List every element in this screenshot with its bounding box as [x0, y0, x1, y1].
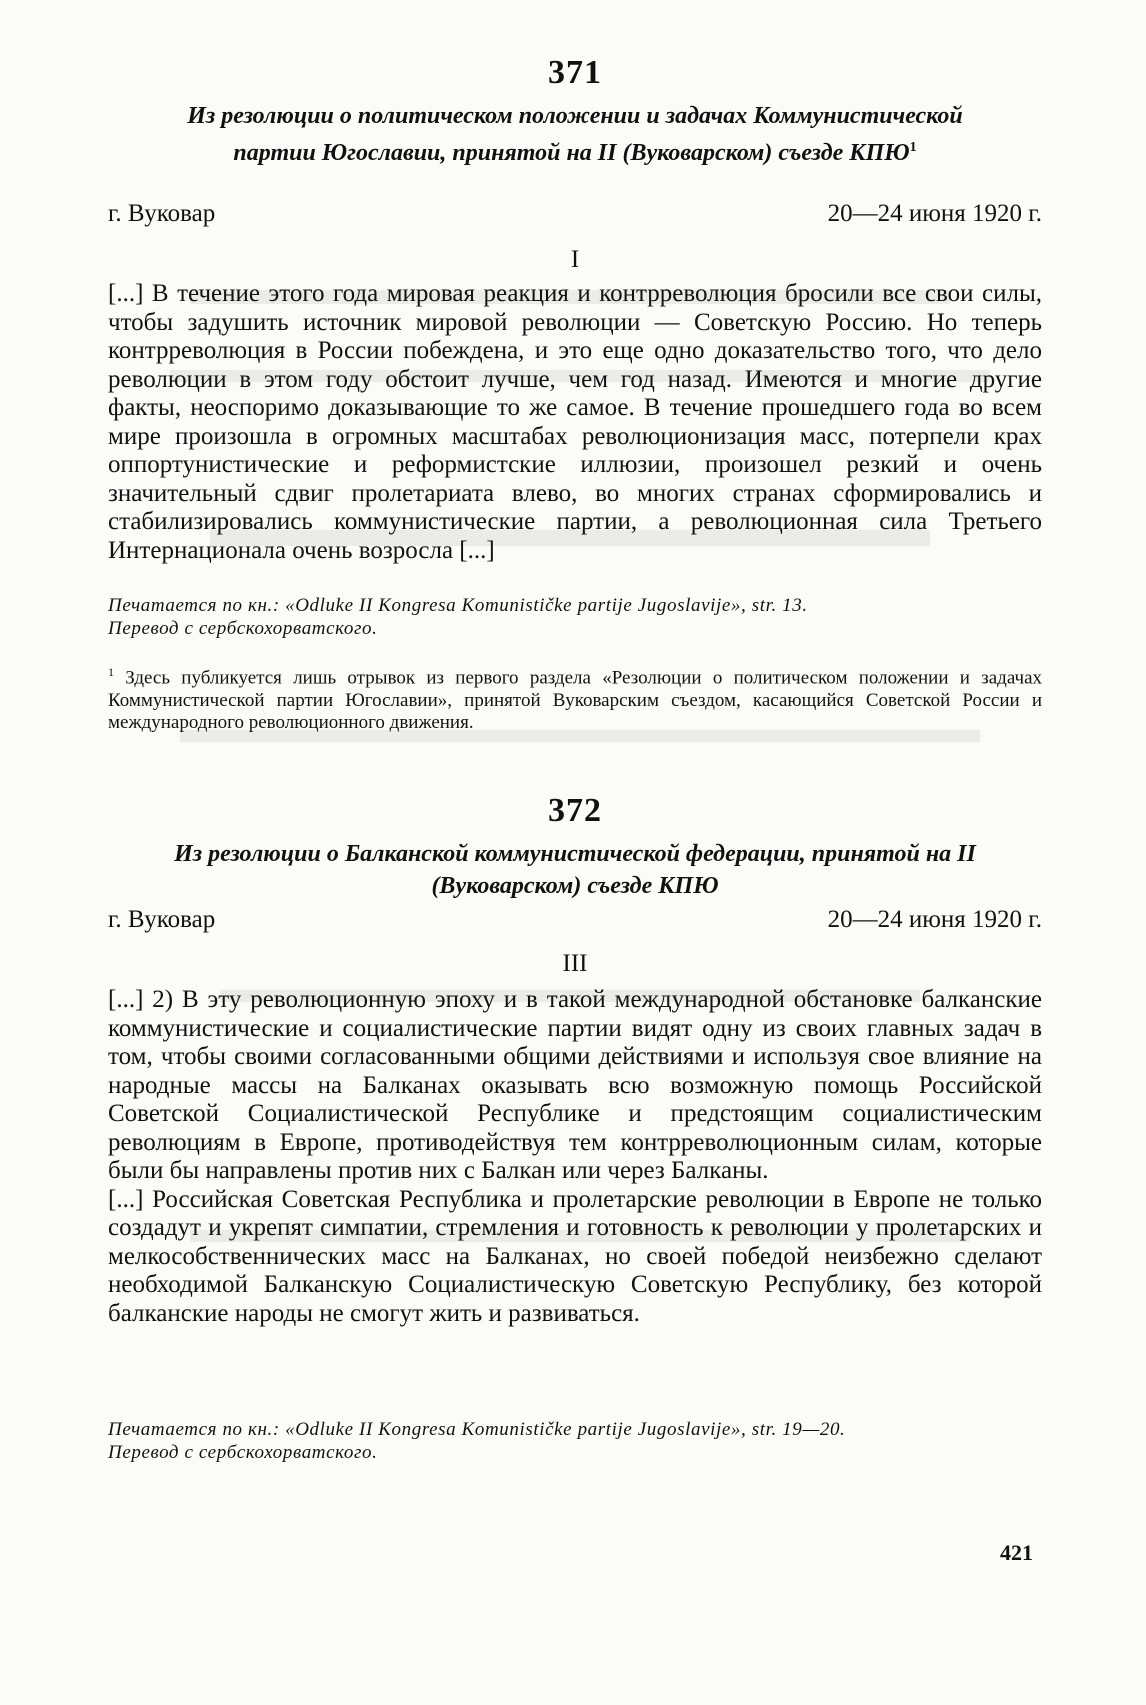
document-number: 372 [548, 792, 602, 829]
footnote-number: 1 [108, 665, 114, 679]
place-date-row [108, 906, 1042, 934]
document-number: 371 [548, 54, 602, 91]
source-translation: Перевод с сербскохорватского. [108, 618, 378, 639]
document-body [108, 280, 1042, 565]
document-body [108, 986, 1042, 1328]
document-place: г. Вуковар [108, 906, 216, 933]
document-372 [108, 792, 1042, 830]
page-number: 421 [1000, 1540, 1033, 1565]
source-note [108, 1418, 1042, 1464]
body-paragraph: [...] Российская Советская Республика и пролетарские революции в Европе не только создадут и укрепят симпатии, стремления и готовность к революции у пролетарских и мелкособственнических масс на Балканах, но своей победой неизбежно сделают необходимой Балканскую Социалистическую Советскую Республику, без которой балканские народы не смогут жить и развиваться. [108, 1185, 1042, 1327]
source-note [108, 594, 1042, 640]
section-heading [108, 950, 1042, 978]
place-date-row [108, 200, 1042, 228]
body-paragraph: [...] 2) В эту революционную эпоху и в такой международной обстановке балканские коммунистические и социалистические партии видят одну из своих главных задач в том, чтобы своими согласованными общими действиями и используя свое влияние на народные массы на Балканах оказывать всю возможную помощь Российской Советской Социалистической Республике и предстоящим социалистическим революциям в Европе, противодействуя тем контрреволюционным силам, которые были бы направлены против них с Балкан или через Балканы. [108, 986, 1042, 1184]
document-title [108, 100, 1042, 169]
section-number: I [570, 246, 580, 273]
document-title-block [108, 100, 1042, 169]
source-translation: Перевод с сербскохорватского. [108, 1442, 378, 1463]
document-title-text: Из резолюции о политическом положении и задачах Коммунистической партии Югославии, принятой на II (Вуковарском) съезде КПЮ [187, 103, 963, 166]
document-date: 20—24 июня 1920 г. [827, 200, 1042, 227]
footnote [108, 661, 1042, 735]
footnote-marker: 1 [909, 140, 917, 155]
body-paragraph: [...] В течение этого года мировая реакция и контрреволюция бросили все свои силы, чтобы задушить источник мировой революции — Советскую Россию. Но теперь контрреволюция в России побеждена, и это еще одно доказательство того, что дело революции в этом году обстоит лучше, чем год назад. Имеются и многие другие факты, неоспоримо доказывающие то же самое. В течение прошедшего года во всем мире произошла в огромных масштабах революционизация масс, потерпели крах оппортунистические и реформистские иллюзии, произошел резкий и очень значительный сдвиг пролетариата влево, во многих странах сформировались и стабилизировались коммунистические партии, а революционная сила Третьего Интернационала очень возросла [...] [108, 280, 1042, 564]
document-place: г. Вуковар [108, 200, 216, 227]
document-title: Из резолюции о Балканской коммунистической федерации, принятой на II (Вуковарском) съезде КПЮ [174, 841, 976, 899]
section-heading [108, 246, 1042, 274]
document-title-block [108, 838, 1042, 902]
document-date: 20—24 июня 1920 г. [827, 906, 1042, 933]
section-number: III [562, 950, 588, 977]
source-citation: Печатается по кн.: «Odluke II Kongresa Komunističke partije Jugoslavije», str. 19—20. [108, 1419, 846, 1440]
source-citation: Печатается по кн.: «Odluke II Kongresa Komunističke partije Jugoslavije», str. 13. [108, 595, 808, 616]
document-371 [108, 54, 1042, 92]
footnote-text: Здесь публикуется лишь отрывок из первого раздела «Резолюции о политическом положении и задачах Коммунистической партии Югославии», принятой Вуковарским съездом, касающийся Советской России и международного революционного движения. [108, 667, 1042, 734]
